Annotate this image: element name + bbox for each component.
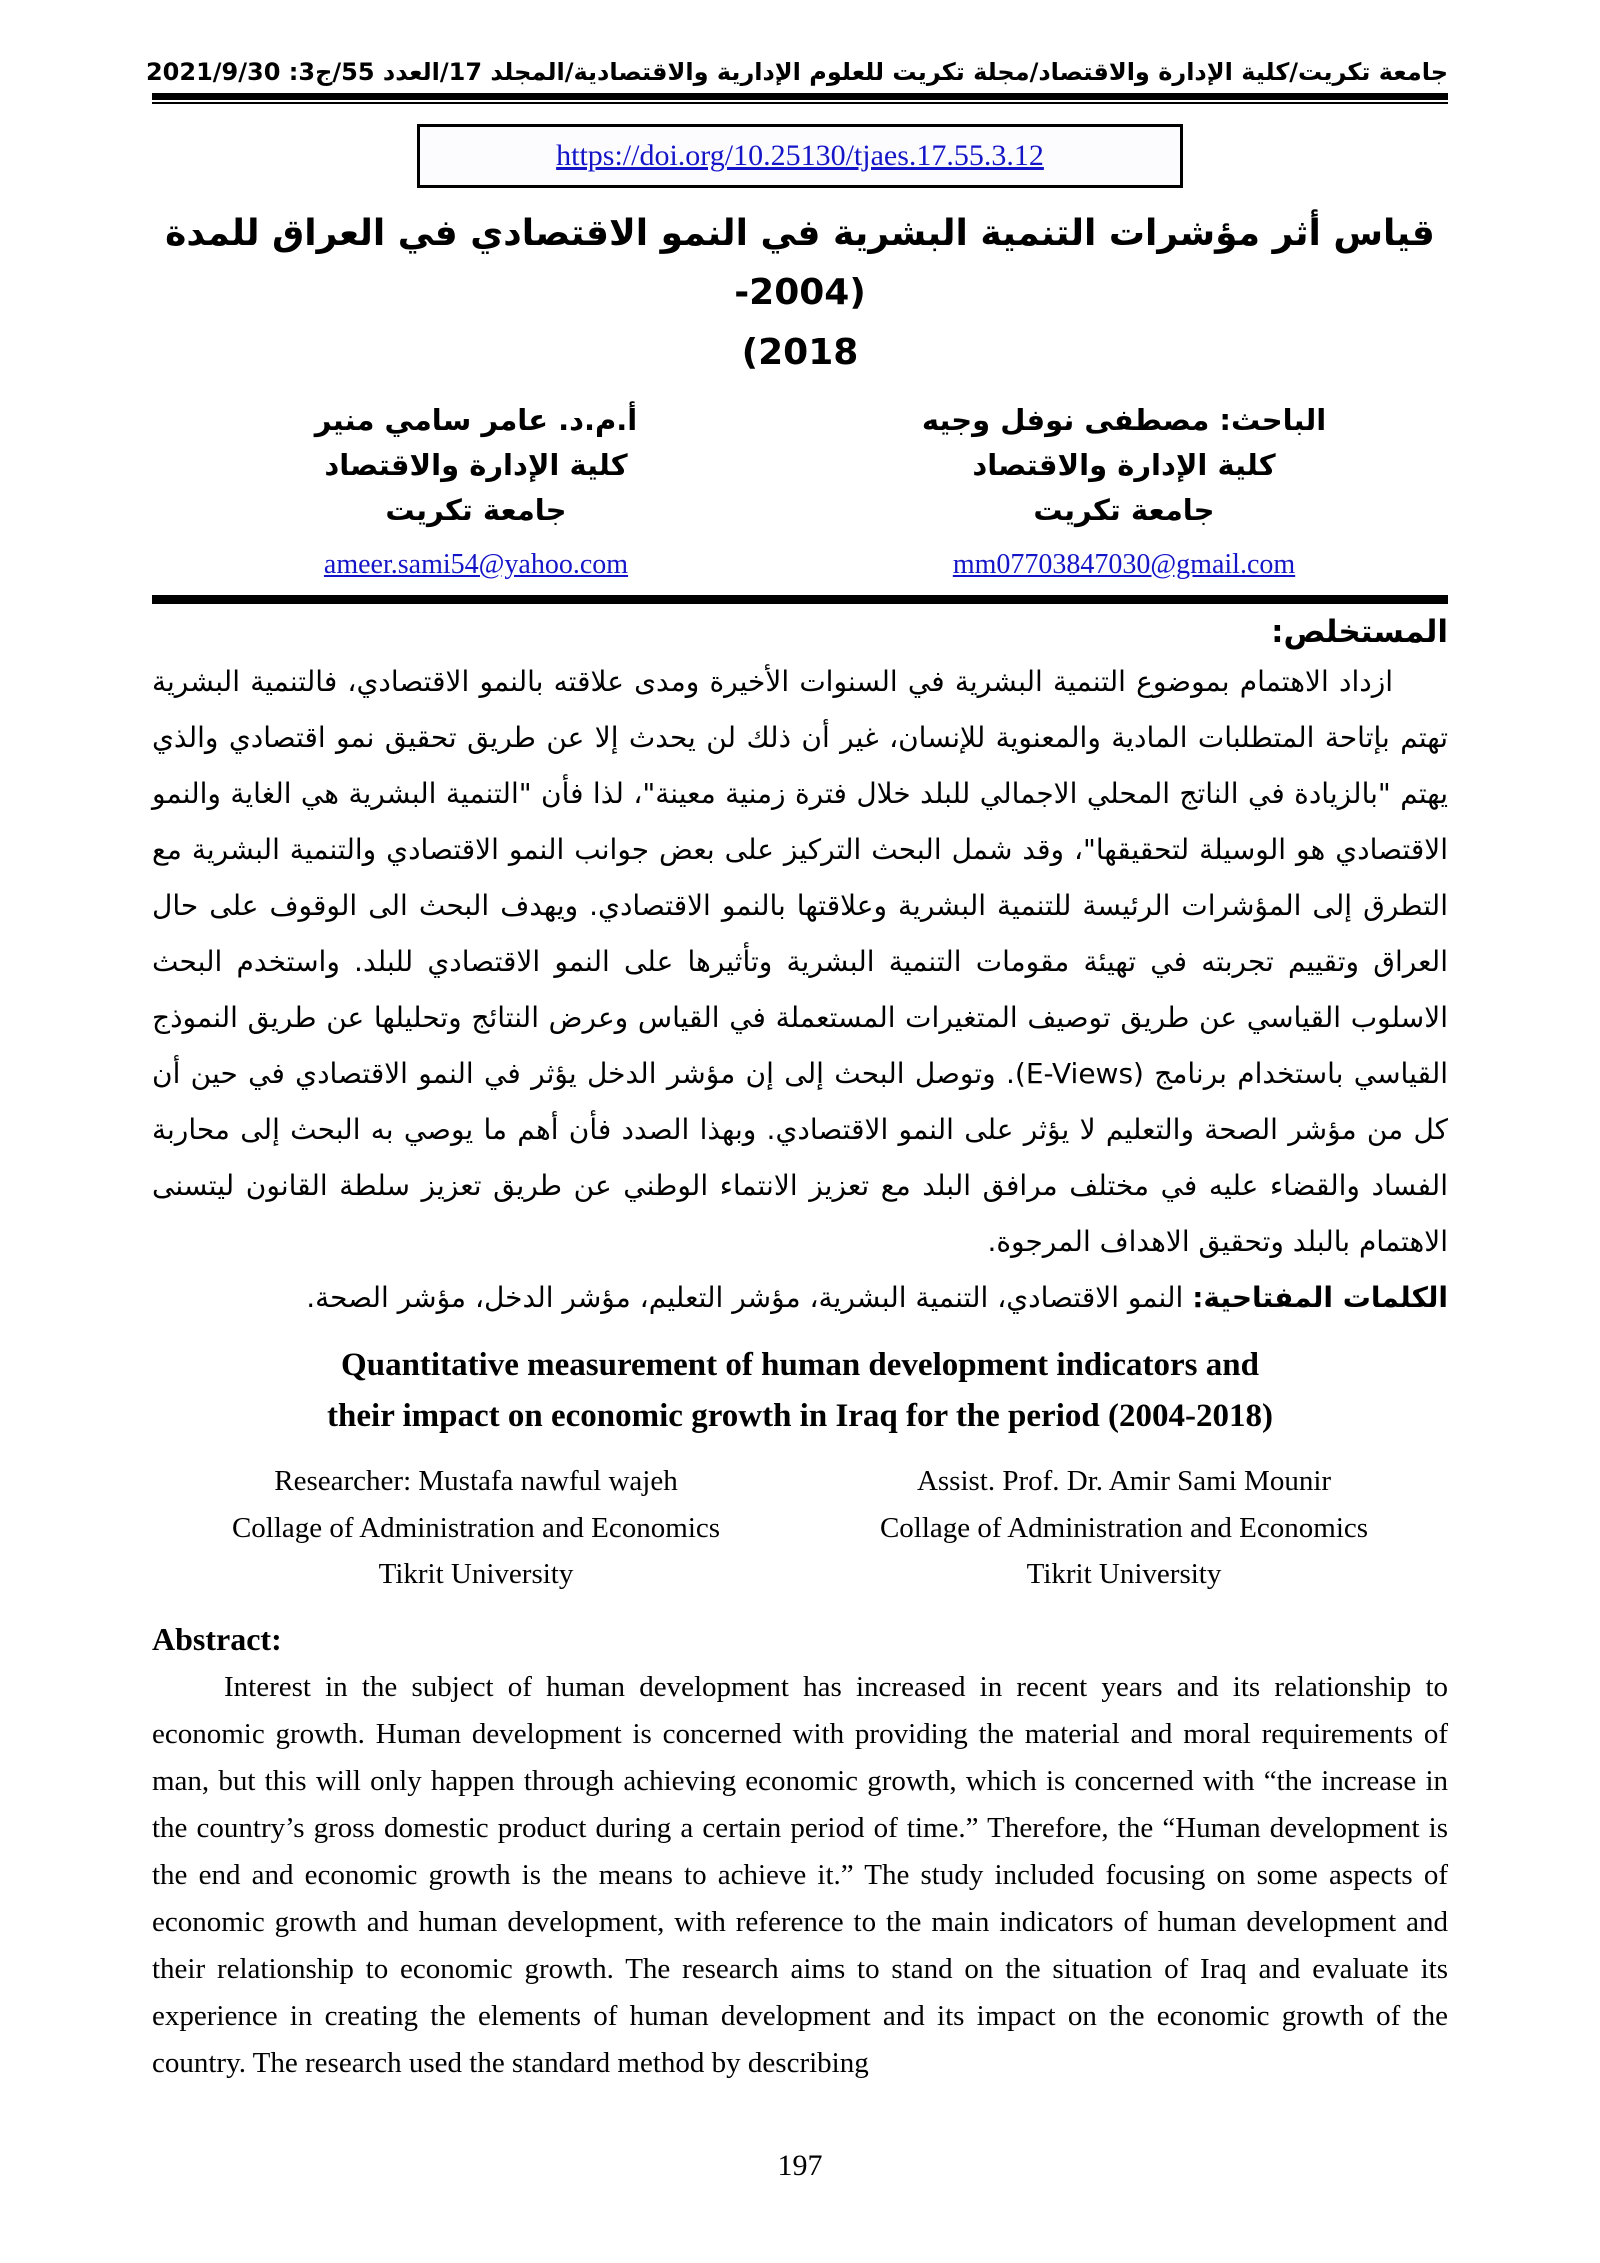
author-college: Collage of Administration and Economics <box>879 1511 1369 1544</box>
author-university: جامعة تكريت <box>1033 493 1215 528</box>
author-name: Researcher: Mustafa nawful wajeh <box>274 1465 678 1498</box>
keywords-text: النمو الاقتصادي، التنمية البشرية، مؤشر التعليم، مؤشر الدخل، مؤشر الصحة. <box>306 1280 1193 1314</box>
header-rule-thin <box>152 102 1448 104</box>
keywords-line <box>152 1270 1448 1326</box>
abstract-english-heading: Abstract: <box>152 1621 282 1658</box>
author-email-link[interactable]: mm07703847030@gmail.com <box>952 548 1296 580</box>
abstract-arabic-section <box>152 614 1448 1326</box>
section-divider-rule <box>152 595 1448 604</box>
author-english-researcher <box>152 1458 800 1597</box>
abstract-english-body: Interest in the subject of human development has increased in recent years and its relationship to economic growth. Human development is concerned with providing the material and moral requirements of man, but this will only happen through achieving economic growth, which is concerned with “the increase in the country’s gross domestic product during a certain period of time.” Therefore, the “Human development is the end and economic growth is the means to achieve it.” The study included focusing on some aspects of economic growth and human development, with reference to the main indicators of human development and their relationship to economic growth. The research aims to stand on the situation of Iraq and evaluate its experience in creating the elements of human development and its impact on the economic growth of the country. The research used the standard method by describing <box>152 1671 1448 2080</box>
author-college: كلية الإدارة والاقتصاد <box>324 448 628 483</box>
page-number: 197 <box>777 2149 823 2182</box>
author-arabic-supervisor <box>152 398 800 581</box>
author-name: الباحث: مصطفى نوفل وجيه <box>921 403 1327 438</box>
authors-arabic-row <box>152 398 1448 581</box>
journal-header-line: جامعة تكريت/كلية الإدارة والاقتصاد/مجلة تكريت للعلوم الإدارية والاقتصادية/المجلد 17/العدد 55/ج3: 2021/9/30 <box>145 58 1448 86</box>
author-english-supervisor <box>800 1458 1448 1597</box>
abstract-arabic-heading: المستخلص: <box>1271 613 1448 650</box>
paper-title-english <box>152 1340 1448 1442</box>
abstract-arabic-body: ازداد الاهتمام بموضوع التنمية البشرية في السنوات الأخيرة ومدى علاقته بالنمو الاقتصادي، فالتنمية البشرية تهتم بإتاحة المتطلبات المادية والمعنوية للإنسان، غير أن ذلك لن يحدث إلا عن طريق تحقيق نمو اقتصادي والذي يهتم "بالزيادة في الناتج المحلي الاجمالي للبلد خلال فترة زمنية معينة"، لذا فأن "التنمية البشرية هي الغاية والنمو الاقتصادي هو الوسيلة لتحقيقها"، وقد شمل البحث التركيز على بعض جوانب النمو الاقتصادي والتنمية البشرية مع التطرق إلى المؤشرات الرئيسة للتنمية البشرية وعلاقتها بالنمو الاقتصادي. ويهدف البحث الى الوقوف على حال العراق وتقييم تجربته في تهيئة مقومات التنمية البشرية وتأثيرها على النمو الاقتصادي للبلد. واستخدم البحث الاسلوب القياسي عن طريق توصيف المتغيرات المستعملة في القياس وعرض النتائج وتحليلها عن طريق النموذج القياسي باستخدام برنامج (E-Views). وتوصل البحث إلى إن مؤشر الدخل يؤثر في النمو الاقتصادي في حين أن كل من مؤشر الصحة والتعليم لا يؤثر على النمو الاقتصادي. وبهذا الصدد فأن أهم ما يوصي به البحث إلى محاربة الفساد والقضاء عليه في مختلف مرافق البلد مع تعزيز الانتماء الوطني عن طريق تعزيز سلطة القانون ليتسنى الاهتمام بالبلد وتحقيق الاهداف المرجوة. <box>152 664 1449 1258</box>
paper-title-arabic-line2: 2018) <box>741 331 859 373</box>
paper-title-english-line1: Quantitative measurement of human development indicators and <box>341 1346 1259 1383</box>
author-university: Tikrit University <box>378 1558 574 1591</box>
abstract-english-section <box>152 1621 1448 2087</box>
doi-box <box>417 124 1183 188</box>
author-college: كلية الإدارة والاقتصاد <box>972 448 1276 483</box>
paper-title-arabic <box>152 204 1448 382</box>
header-rule-thick <box>152 93 1448 100</box>
author-email-link[interactable]: ameer.sami54@yahoo.com <box>323 548 629 580</box>
author-college: Collage of Administration and Economics <box>231 1511 721 1544</box>
keywords-label: الكلمات المفتاحية: <box>1192 1280 1448 1314</box>
paper-title-arabic-line1: قياس أثر مؤشرات التنمية البشرية في النمو الاقتصادي في العراق للمدة (2004- <box>165 213 1435 314</box>
author-university: جامعة تكريت <box>385 493 567 528</box>
author-name: أ.م.د. عامر سامي منير <box>314 403 638 438</box>
author-arabic-researcher <box>800 398 1448 581</box>
doi-link[interactable]: https://doi.org/10.25130/tjaes.17.55.3.12 <box>556 139 1044 172</box>
author-university: Tikrit University <box>1026 1558 1222 1591</box>
authors-english-row <box>152 1458 1448 1597</box>
author-name: Assist. Prof. Dr. Amir Sami Mounir <box>916 1465 1332 1498</box>
paper-title-english-line2: their impact on economic growth in Iraq for the period (2004-2018) <box>327 1398 1273 1435</box>
